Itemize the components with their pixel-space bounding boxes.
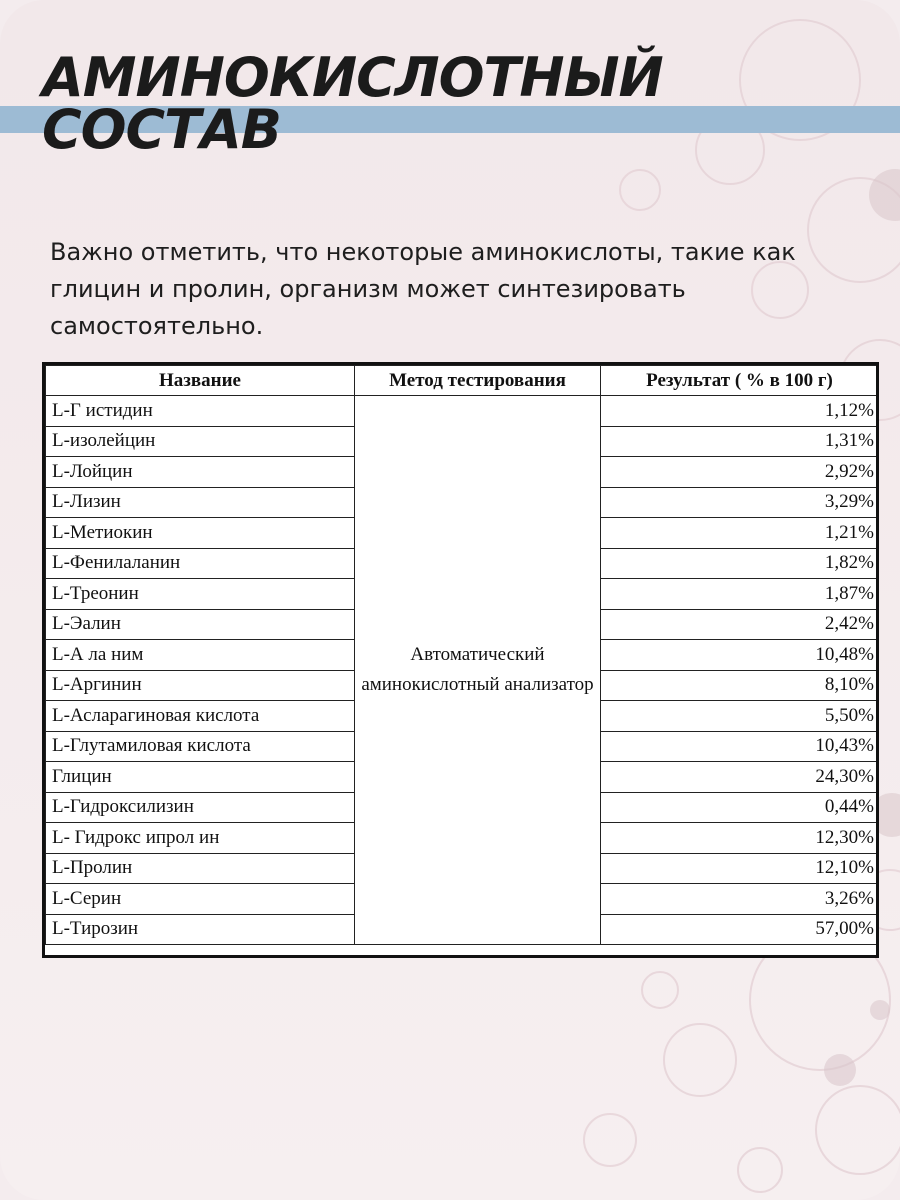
- amino-acid-name: L-Треонин: [46, 579, 355, 610]
- page-title: [42, 46, 663, 161]
- amino-acid-name: L-Асларагиновая кислота: [46, 701, 355, 732]
- amino-acid-result: 2,42%: [601, 609, 879, 640]
- title-line-2: СОСТАВ: [42, 98, 281, 161]
- amino-acid-result: 8,10%: [601, 670, 879, 701]
- amino-acid-table: [45, 365, 879, 945]
- amino-acid-result: 1,31%: [601, 426, 879, 457]
- amino-acid-name: L-Фенилаланин: [46, 548, 355, 579]
- amino-acid-result: 0,44%: [601, 792, 879, 823]
- amino-acid-result: 10,48%: [601, 640, 879, 671]
- amino-acid-name: L-Лойцин: [46, 457, 355, 488]
- amino-acid-name: L-Тирозин: [46, 914, 355, 945]
- testing-method: Автоматический аминокислотный анализатор: [355, 396, 601, 945]
- amino-acid-result: 12,30%: [601, 823, 879, 854]
- amino-acid-result: 24,30%: [601, 762, 879, 793]
- intro-paragraph: Важно отметить, что некоторые аминокислоты, такие как глицин и пролин, организм может синтезировать самостоятельно.: [50, 238, 796, 340]
- amino-acid-result: 57,00%: [601, 914, 879, 945]
- amino-acid-name: L-Г истидин: [46, 396, 355, 427]
- amino-acid-result: 5,50%: [601, 701, 879, 732]
- header-name: Название: [46, 366, 355, 396]
- amino-acid-name: L-Глутамиловая кислота: [46, 731, 355, 762]
- amino-acid-result: 1,87%: [601, 579, 879, 610]
- amino-acid-result: 12,10%: [601, 853, 879, 884]
- amino-acid-name: L-Эалин: [46, 609, 355, 640]
- amino-acid-result: 3,26%: [601, 884, 879, 915]
- amino-acid-name: L-изолейцин: [46, 426, 355, 457]
- amino-acid-result: 1,12%: [601, 396, 879, 427]
- amino-acid-name: Глицин: [46, 762, 355, 793]
- header-result: Результат ( % в 100 г): [601, 366, 879, 396]
- amino-acid-result: 1,21%: [601, 518, 879, 549]
- amino-acid-name: L-Пролин: [46, 853, 355, 884]
- amino-acid-name: L-Лизин: [46, 487, 355, 518]
- header-method: Метод тестирования: [355, 366, 601, 396]
- table-body: [46, 396, 879, 945]
- amino-acid-name: L-Серин: [46, 884, 355, 915]
- amino-acid-result: 10,43%: [601, 731, 879, 762]
- amino-acid-result: 3,29%: [601, 487, 879, 518]
- title-line-1: АМИНОКИСЛОТНЫЙ: [42, 46, 663, 109]
- amino-acid-name: L-Метиокин: [46, 518, 355, 549]
- amino-acid-name: L-Гидроксилизин: [46, 792, 355, 823]
- table-row: [46, 396, 879, 427]
- amino-acid-table-container: [42, 362, 879, 958]
- amino-acid-result: 1,82%: [601, 548, 879, 579]
- amino-acid-name: L- Гидрокс ипрол ин: [46, 823, 355, 854]
- table-header-row: [46, 366, 879, 396]
- amino-acid-result: 2,92%: [601, 457, 879, 488]
- amino-acid-name: L-Аргинин: [46, 670, 355, 701]
- amino-acid-name: L-А ла ним: [46, 640, 355, 671]
